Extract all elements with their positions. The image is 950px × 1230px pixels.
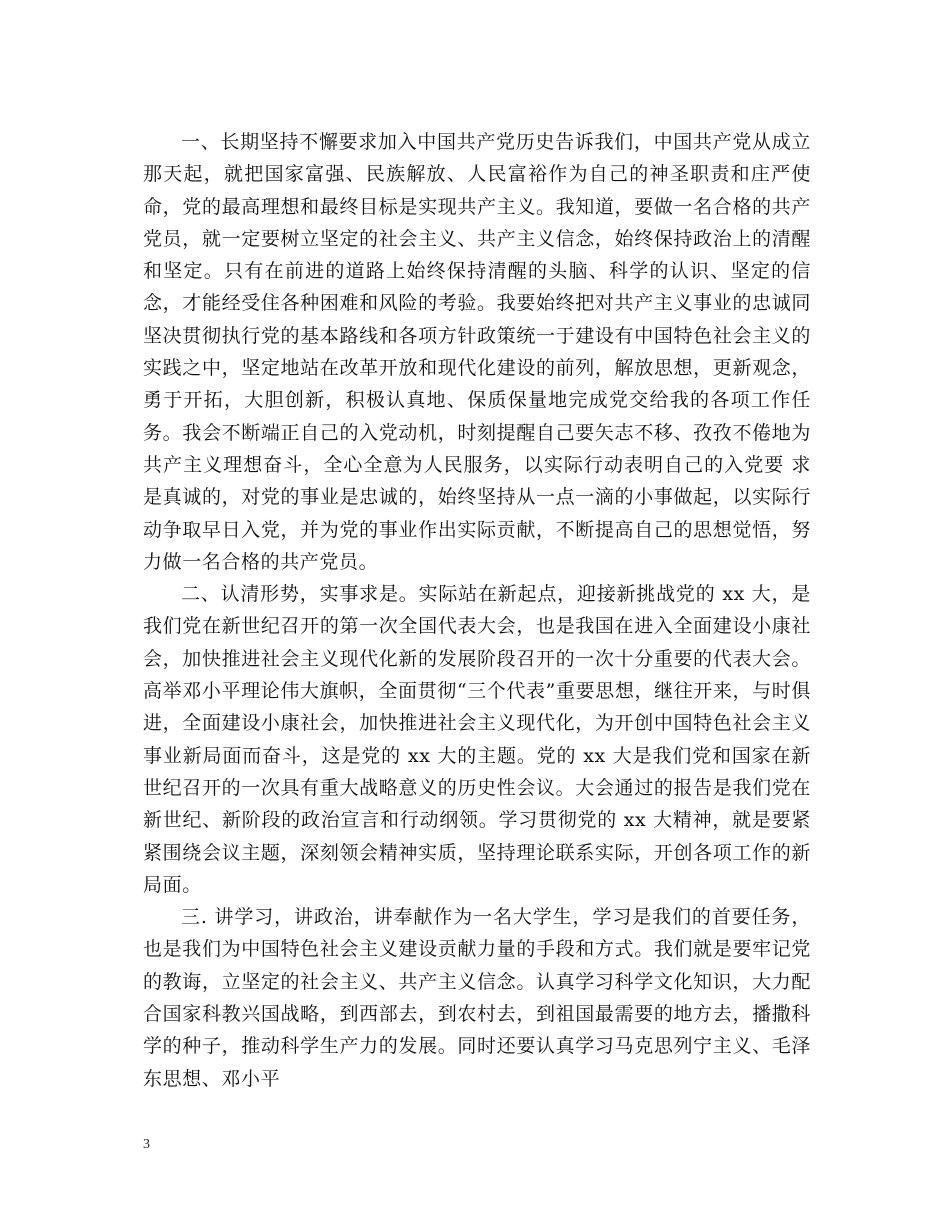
page-number: 3: [143, 1137, 150, 1152]
paragraph-1: 一、长期坚持不懈要求加入中国共产党历史告诉我们，中国共产党从成立那天起，就把国家富强、民族解放、人民富裕作为自己的神圣职责和庄严使命，党的最高理想和最终目标是实现共产主义。我知道，要做一名合格的共产党员，就一定要树立坚定的社会主义、共产主义信念，始终保持政治上的清醒和坚定。只有在前进的道路上始终保持清醒的头脑、科学的认识、坚定的信念，才能经受住各种困难和风险的考验。我要始终把对共产主义事业的忠诚同坚决贯彻执行党的基本路线和各项方针政策统一于建设有中国特色社会主义的实践之中，坚定地站在改革开放和现代化建设的前列，解放思想，更新观念，勇于开拓，大胆创新，积极认真地、保质保量地完成党交给我的各项工作任务。我会不断端正自己的入党动机，时刻提醒自己要矢志不移、孜孜不倦地为共产主义理想奋斗，全心全意为人民服务，以实际行动表明自己的入党要 求是真诚的，对党的事业是忠诚的，始终坚持从一点一滴的小事做起，以实际行动争取早日入党，并为党的事业作出实际贡献，不断提高自己的思想觉悟，努力做一名合格的共产党员。: [143, 131, 811, 573]
document-body: [143, 126, 811, 1095]
paragraph-2: 二、认清形势，实事求是。实际站在新起点，迎接新挑战党的 xx 大，是我们党在新世纪召开的第一次全国代表大会，也是我国在进入全面建设小康社会，加快推进社会主义现代化新的发展阶段召开的一次十分重要的代表大会。高举邓小平理论伟大旗帜，全面贯彻“三个代表”重要思想，继往开来，与时俱进，全面建设小康社会，加快推进社会主义现代化，为开创中国特色社会主义事业新局面而奋斗，这是党的 xx 大的主题。党的 xx 大是我们党和国家在新世纪召开的一次具有重大战略意义的历史性会议。大会通过的报告是我们党在新世纪、新阶段的政治宣言和行动纲领。学习贯彻党的 xx 大精神，就是要紧紧围绕会议主题，深刻领会精神实质，坚持理论联系实际，开创各项工作的新局面。: [143, 583, 811, 896]
paragraph-3: 三. 讲学习，讲政治，讲奉献作为一名大学生，学习是我们的首要任务，也是我们为中国特色社会主义建设贡献力量的手段和方式。我们就是要牢记党的教诲，立坚定的社会主义、共产主义信念。认真学习科学文化知识，大力配合国家科教兴国战略，到西部去，到农村去，到祖国最需要的地方去，播撒科学的种子，推动科学生产力的发展。同时还要认真学习马克思列宁主义、毛泽东思想、邓小平: [143, 906, 811, 1090]
